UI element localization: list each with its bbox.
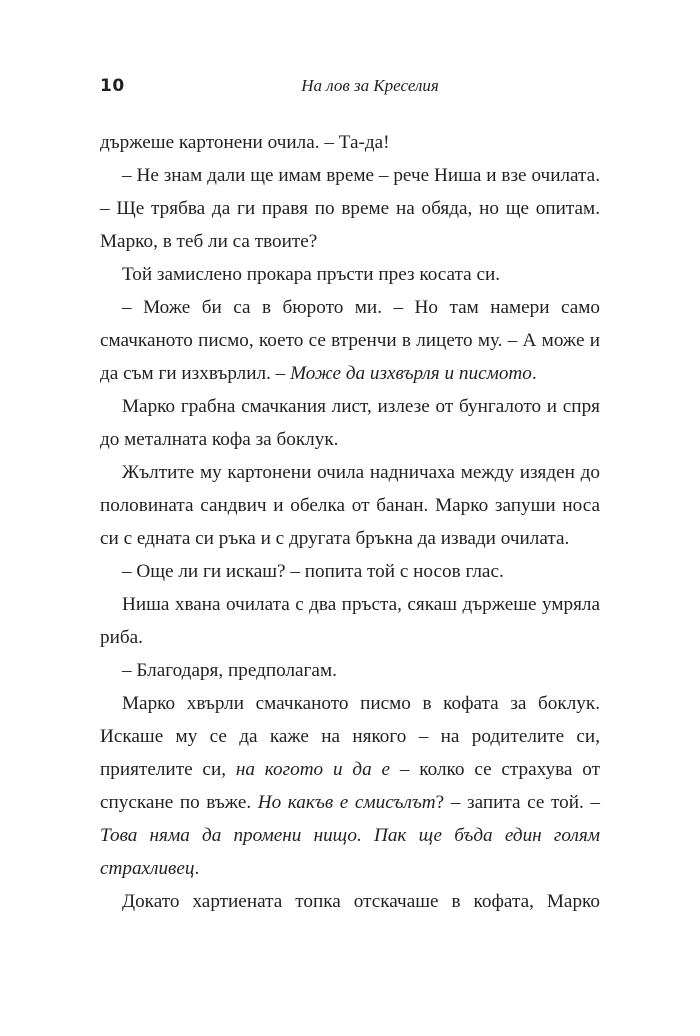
text-run: Докато хартиената топка отскачаше в кофата, Марко [122, 891, 600, 912]
text-run: – колко се страхува от спускане по въже. [100, 759, 600, 813]
text-run: Той замислено прокара пръсти през косата си. [122, 264, 501, 285]
paragraph [100, 885, 600, 918]
paragraph [100, 654, 600, 687]
body-text [100, 126, 600, 918]
paragraph [100, 687, 600, 885]
text-run: – Може би са в бюрото ми. – Но там намери само смачканото писмо, което се втренчи в лицето му. – А може и да съм ги изхвърлил. – [100, 297, 600, 384]
paragraph [100, 159, 600, 258]
text-run: Ниша хвана очилата с два пръста, сякаш държеше умряла риба. [100, 594, 600, 648]
paragraph [100, 456, 600, 555]
italic-text: Но какъв е смисълът [257, 792, 436, 813]
text-run: – Не знам дали ще имам време – рече Ниша и взе очилата. – Ще трябва да ги правя по време на обяда, но ще опитам. Марко, в теб ли са твоите? [100, 165, 600, 252]
paragraph [100, 390, 600, 456]
text-run: Жълтите му картонени очила надничаха между изяден до половината сандвич и обелка от банан. Марко запуши носа си с едната си ръка и с другата бръкна да извади очилата. [100, 462, 600, 549]
running-title: На лов за Креселия [301, 76, 439, 95]
text-run: – Още ли ги искаш? – попита той с носов глас. [122, 561, 504, 582]
paragraph [100, 291, 600, 390]
text-run: Марко грабна смачкания лист, излезе от бунгалото и спря до металната кофа за боклук. [100, 396, 600, 450]
italic-text: Това няма да промени нищо. Пак ще бъда един голям страхливец [100, 825, 600, 879]
text-run: държеше картонени очила. – Та-да! [100, 132, 390, 153]
italic-text: на когото и да е [235, 759, 391, 780]
text-run: . [194, 858, 200, 879]
paragraph [100, 555, 600, 588]
text-run: . [531, 363, 537, 384]
text-run: – Благодаря, предполагам. [122, 660, 337, 681]
paragraph [100, 258, 600, 291]
italic-text: Може да изхвърля и писмото [290, 363, 532, 384]
paragraph [100, 126, 600, 159]
text-run: Марко хвърли смачканото писмо в кофата за боклук. Искаше му се да каже на някого – на родителите си, приятелите си, [100, 693, 600, 780]
text-run: ? – запита се той. – [435, 792, 600, 813]
page-number: 10 [100, 76, 125, 96]
paragraph [100, 588, 600, 654]
